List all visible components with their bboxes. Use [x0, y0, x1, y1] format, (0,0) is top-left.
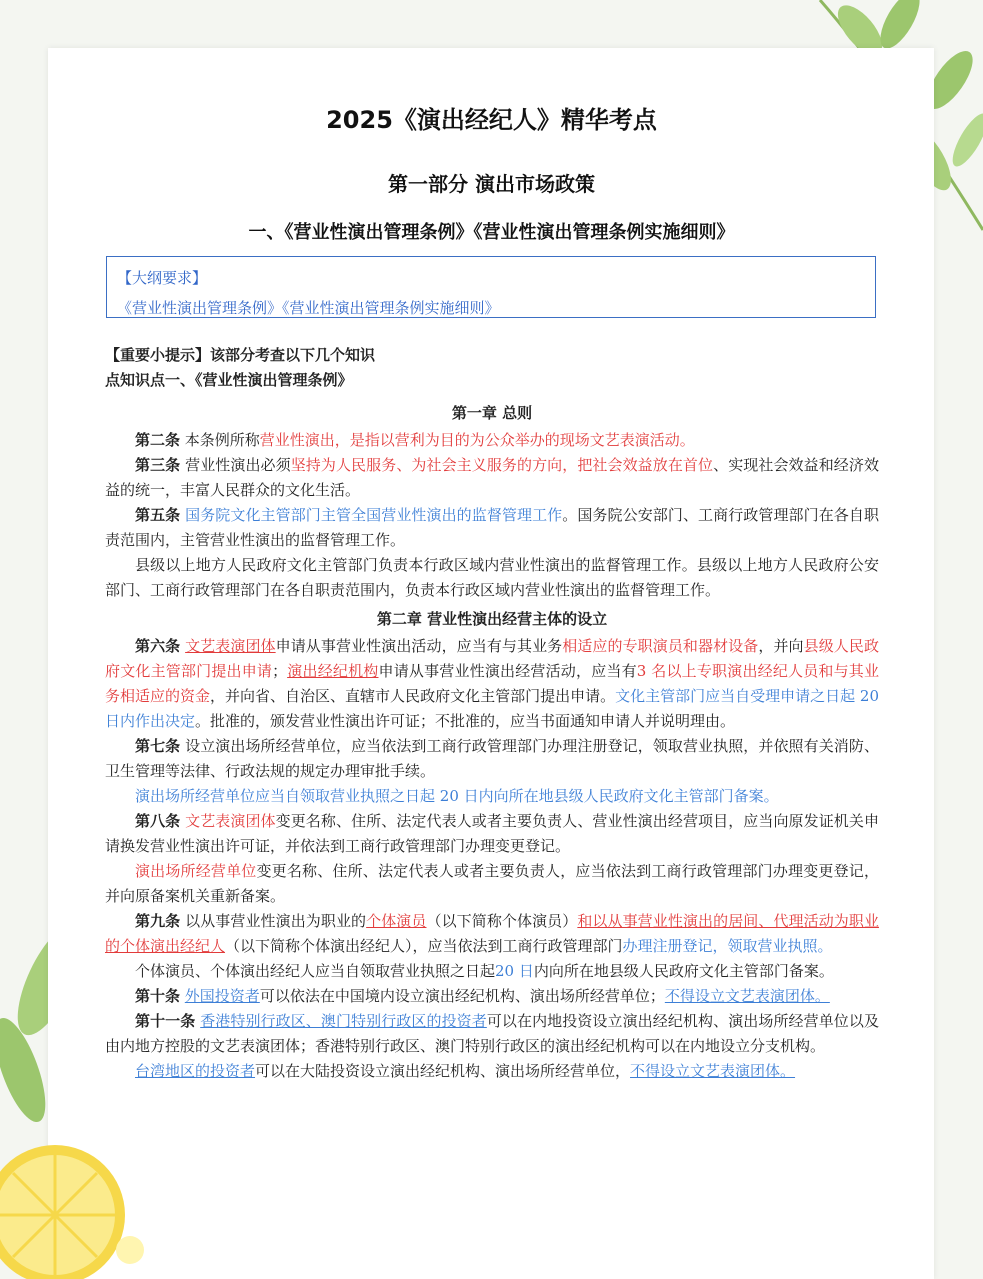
- article-text: 设立演出场所经营单位，应当依法到工商行政管理部门办理注册登记，领取营业执照，并依照有关消防、卫生管理等法律、行政法规的规定办理审批手续。: [105, 737, 879, 780]
- highlight-text: 3 名以上专职演出经纪人员和与其业务相适应的资金: [105, 662, 879, 705]
- highlight-text: 不得设立文艺表演团体。: [630, 1062, 796, 1080]
- article-5: [105, 503, 879, 553]
- highlight-text: 国务院文化主管部门主管全国营业性演出的监督管理工作: [185, 506, 563, 524]
- part-title: 第一部分 演出市场政策: [388, 172, 595, 196]
- outline-content: 《营业性演出管理条例》《营业性演出管理条例实施细则》: [117, 299, 500, 317]
- article-text: 可以依法在中国境内设立演出经纪机构、演出场所经营单位；: [259, 987, 665, 1005]
- highlight-text: 相适应的专职演员和器材设备: [562, 637, 759, 655]
- article-11-paragraph-2: [105, 1059, 879, 1084]
- highlight-text: 坚持为人民服务、为社会主义服务的方向，把社会效益放在首位: [290, 456, 714, 474]
- article-5-paragraph-2: 县级以上地方人民政府文化主管部门负责本行政区域内营业性演出的监督管理工作。县级以上地方人民政府公安部门、工商行政管理部门在各自职责范围内，负责本行政区域内营业性演出的监督管理工作。: [105, 556, 879, 599]
- article-text: 。国务院公安部门、工商行政管理部门在各自职责范围内，主管营业性演出的监督管理工作。: [105, 506, 879, 549]
- article-text: 营业性演出必须: [180, 456, 291, 474]
- highlight-text: 个体演员: [366, 912, 427, 930]
- article-text: 以从事营业性演出为职业的: [180, 912, 367, 930]
- article-6: [105, 634, 879, 734]
- chapter-heading-1: 第一章 总则: [451, 404, 533, 422]
- article-text: 可以在内地投资设立演出经纪机构、演出场所经营单位以及由内地方控股的文艺表演团体；香港特别行政区、澳门特别行政区的演出经纪机构可以在内地设立分支机构。: [105, 1012, 879, 1055]
- article-8-paragraph-2: [105, 859, 879, 909]
- article-9: [105, 909, 879, 959]
- article-label: 第六条: [135, 637, 181, 655]
- article-text: 可以在大陆投资设立演出经纪机构、演出场所经营单位，: [255, 1062, 631, 1080]
- article-3: [105, 453, 879, 503]
- article-text: 申请从事营业性演出经营活动，应当有: [378, 662, 637, 680]
- article-text: ；: [272, 662, 288, 680]
- highlight-text: 香港特别行政区、澳门特别行政区的投资者: [200, 1012, 487, 1030]
- highlight-text: 20 日: [495, 962, 534, 980]
- highlight-text: 不得设立文艺表演团体。: [664, 987, 830, 1005]
- article-text: 变更名称、住所、法定代表人或者主要负责人、营业性演出经营项目，应当向原发证机关申请换发营业性演出许可证，并依法到工商行政管理部门办理变更登记。: [105, 812, 879, 855]
- article-text: 内向所在地县级人民政府文化主管部门备案。: [533, 962, 834, 980]
- document-title: 2025《演出经纪人》精华考点: [326, 106, 657, 134]
- article-10: [105, 984, 879, 1009]
- article-label: 第十条: [135, 987, 181, 1005]
- chapter-heading-2: 第二章 营业性演出经营主体的设立: [376, 610, 608, 628]
- article-text: 、实现社会效益和经济效益的统一，丰富人民群众的文化生活。: [105, 456, 879, 499]
- tip-line-1: 【重要小提示】该部分考查以下几个知识: [105, 346, 376, 364]
- article-7-paragraph-2: 演出场所经营单位应当自领取营业执照之日起 20 日内向所在地县级人民政府文化主管部门备案。: [135, 787, 779, 805]
- section-title: 一、《营业性演出管理条例》《营业性演出管理条例实施细则》: [248, 222, 735, 243]
- highlight-text: 营业性演出，是指以营利为目的为公众举办的现场文艺表演活动。: [259, 431, 695, 449]
- outline-label: 【大纲要求】: [117, 269, 208, 287]
- article-label: 第五条: [135, 506, 181, 524]
- highlight-text: 文艺表演团体: [185, 812, 276, 830]
- lemon-slice-decoration: [0, 1100, 150, 1279]
- article-label: 第二条: [135, 431, 181, 449]
- article-text: 本条例所称: [180, 431, 260, 449]
- outline-requirements-box: [106, 256, 876, 318]
- article-text: 个体演员、个体演出经纪人应当自领取营业执照之日起: [135, 962, 496, 980]
- article-text: 变更名称、住所、法定代表人或者主要负责人，应当依法到工商行政管理部门办理变更登记，并向原备案机关重新备案。: [105, 862, 879, 905]
- article-11: [105, 1009, 879, 1059]
- document-body: [105, 343, 879, 1084]
- highlight-text: 县级人民政府文化主管部门提出申请: [105, 637, 879, 680]
- article-label: 第三条: [135, 456, 181, 474]
- article-8: [105, 809, 879, 859]
- article-text: （以下简称个体演出经纪人），应当依法到工商行政管理部门: [225, 937, 623, 955]
- article-label: 第十一条: [135, 1012, 196, 1030]
- article-text: ，并向省、自治区、直辖市人民政府文化主管部门提出申请。: [210, 687, 616, 705]
- article-7: [105, 734, 879, 784]
- highlight-text: 台湾地区的投资者: [135, 1062, 256, 1080]
- article-2: [105, 428, 879, 453]
- article-text: ，并向: [758, 637, 804, 655]
- highlight-text: 文艺表演团体: [185, 637, 276, 655]
- highlight-text: 和以从事营业性演出的居间、代理活动为职业的个体演出经纪人: [105, 912, 879, 955]
- highlight-text: 文化主管部门应当自受理申请之日起 20 日内作出决定: [105, 687, 879, 730]
- highlight-text: 演出经纪机构: [287, 662, 379, 680]
- highlight-text: 外国投资者: [184, 987, 260, 1005]
- article-text: 。批准的，颁发营业性演出许可证；不批准的，应当书面通知申请人并说明理由。: [195, 712, 736, 730]
- article-text: 申请从事营业性演出活动，应当有与其业务: [275, 637, 563, 655]
- tip-line-2: 点知识点一、《营业性演出管理条例》: [105, 371, 353, 389]
- highlight-text: 演出场所经营单位: [135, 862, 257, 880]
- article-label: 第七条: [135, 737, 181, 755]
- article-label: 第九条: [135, 912, 181, 930]
- article-label: 第八条: [135, 812, 181, 830]
- article-text: （以下简称个体演员）: [426, 912, 578, 930]
- highlight-text: 办理注册登记，领取营业执照。: [622, 937, 833, 955]
- article-9-paragraph-2: [105, 959, 879, 984]
